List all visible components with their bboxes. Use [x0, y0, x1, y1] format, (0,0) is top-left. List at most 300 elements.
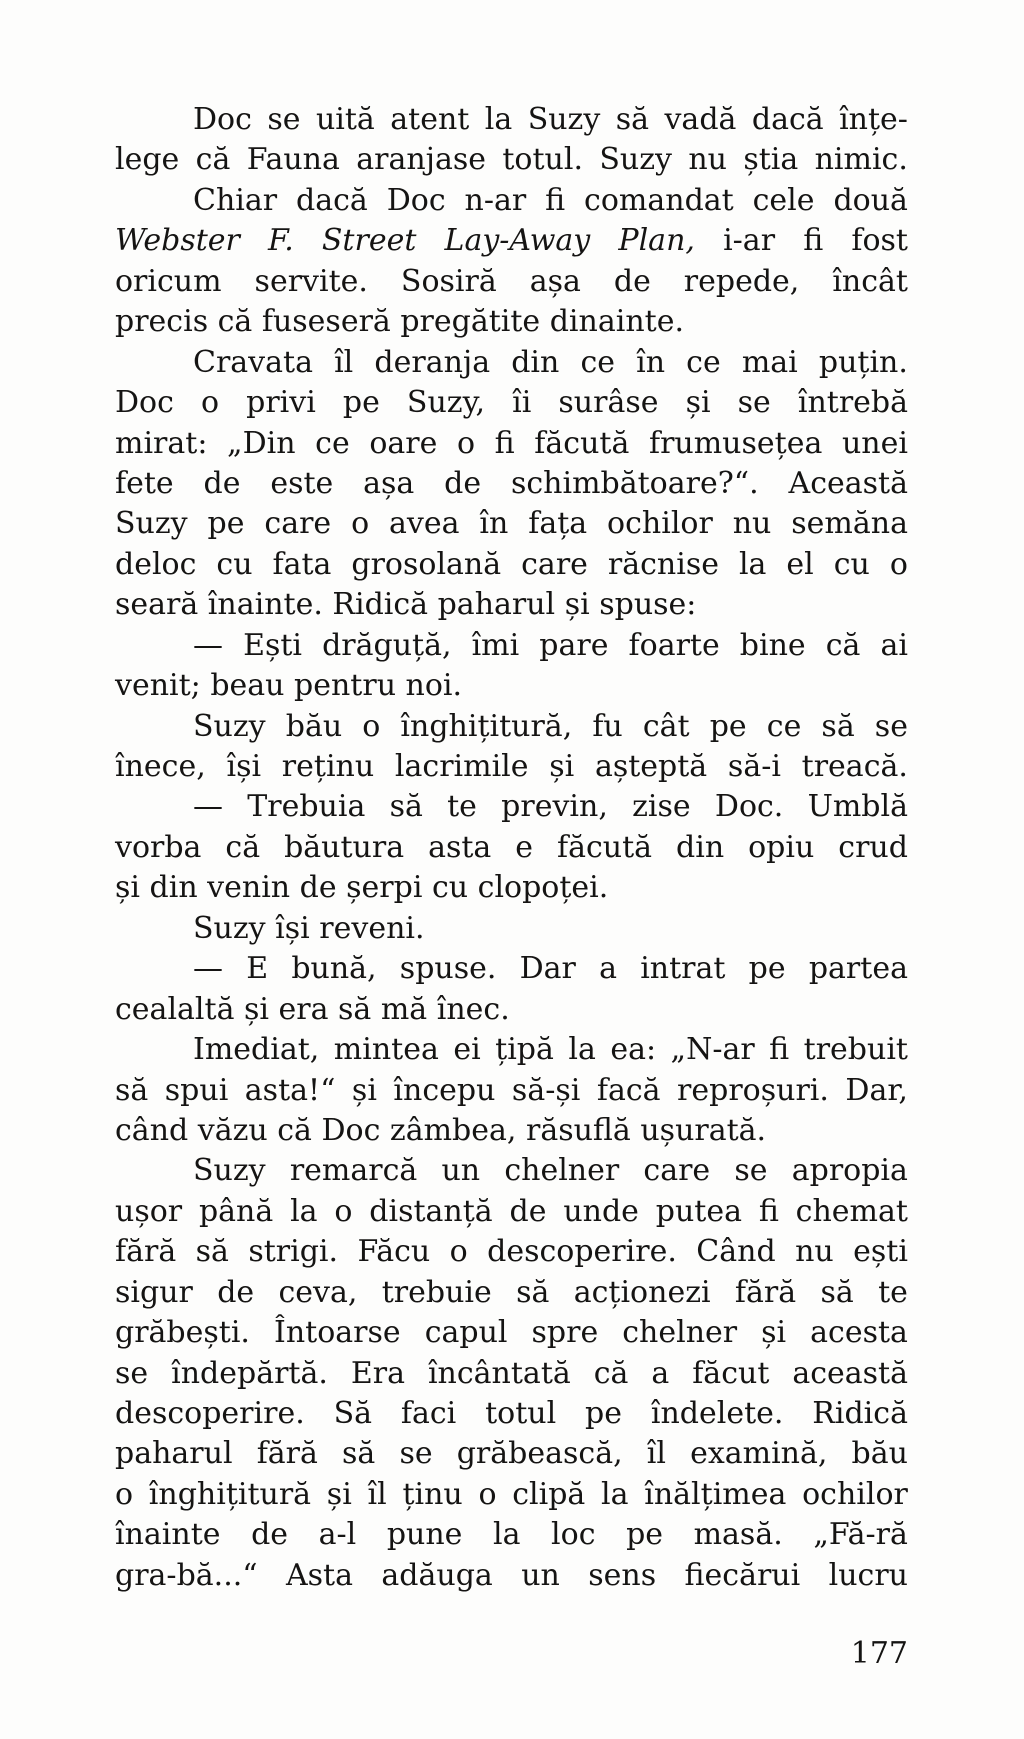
word: reproșuri.	[677, 1072, 829, 1108]
word: trebuie	[381, 1274, 492, 1310]
word: bine	[739, 627, 806, 663]
word: fără	[115, 1234, 177, 1270]
word: uită	[315, 102, 375, 137]
word: dacă	[751, 102, 824, 137]
word: chelner	[622, 1315, 738, 1351]
text-line	[115, 1232, 908, 1272]
word: Chiar	[193, 182, 278, 218]
word: drăguță,	[322, 627, 452, 663]
word: ochilor	[607, 506, 713, 542]
text-line	[115, 464, 908, 504]
word: înțe-	[839, 102, 908, 137]
word: fi	[803, 223, 824, 259]
word: că	[593, 1355, 629, 1391]
word: opiu	[748, 829, 815, 865]
word: clipă	[512, 1476, 586, 1512]
word: loc	[551, 1517, 596, 1553]
word: ai	[880, 627, 908, 663]
word: nu	[688, 142, 727, 178]
word: o	[115, 1476, 134, 1512]
word: o	[351, 506, 370, 542]
word: spuse.	[399, 951, 497, 987]
text-line	[115, 140, 908, 180]
word: se	[737, 385, 771, 421]
word: pe	[342, 385, 380, 421]
word: a-l	[318, 1517, 357, 1553]
word: Făcu	[357, 1234, 431, 1270]
word: gra-bă...“	[115, 1557, 258, 1593]
word: se	[115, 1355, 149, 1391]
word: Ești	[243, 627, 303, 663]
word: cât	[642, 708, 690, 744]
word: să	[115, 1072, 149, 1108]
word: Suzy	[193, 1153, 266, 1189]
word: spre	[531, 1315, 599, 1351]
text-line	[115, 302, 908, 342]
text-segment: și din venin de șerpi cu clopoței.	[115, 870, 609, 906]
word: Era	[350, 1355, 405, 1391]
text-segment: precis că fuseseră pregătite dinainte.	[115, 304, 684, 340]
word: Când	[696, 1234, 776, 1270]
word: spui	[164, 1072, 229, 1108]
word: bună,	[291, 951, 377, 987]
word: vorba	[115, 829, 202, 865]
word: de	[251, 1517, 289, 1553]
word: care	[521, 546, 588, 582]
word: până	[198, 1193, 274, 1229]
word: o	[362, 708, 381, 744]
word: se	[267, 102, 301, 137]
word: bău	[285, 708, 343, 744]
word: pune	[386, 1517, 463, 1553]
word: examină,	[690, 1436, 828, 1472]
word: mai	[741, 344, 798, 380]
word: fata	[272, 546, 332, 582]
word: Suzy	[527, 102, 601, 137]
word: nu	[732, 506, 772, 542]
word: putea	[655, 1193, 742, 1229]
text-line	[115, 1313, 908, 1353]
word: și	[549, 749, 575, 784]
word: reținu	[281, 749, 375, 784]
word: Această	[788, 465, 908, 501]
text-line	[115, 787, 908, 827]
word: vadă	[664, 102, 737, 137]
word: ochilor	[802, 1476, 908, 1512]
word: paharul	[115, 1436, 233, 1472]
word: unde	[563, 1193, 639, 1229]
word: oricum	[115, 263, 222, 299]
word: comandat	[584, 182, 734, 218]
word: cu	[833, 546, 870, 582]
word: și	[326, 1476, 352, 1512]
word: din	[676, 829, 725, 865]
word: —	[193, 951, 223, 987]
word: să	[820, 1274, 854, 1310]
word: „Din	[227, 425, 296, 461]
word: țipă	[495, 1032, 554, 1068]
word: foarte	[628, 627, 720, 663]
word: „N-ar	[670, 1032, 755, 1068]
word: că	[225, 829, 261, 865]
word: la	[738, 546, 767, 582]
word: Suzy	[115, 506, 188, 542]
word: înghițitură	[148, 1476, 312, 1512]
text-line	[115, 545, 908, 585]
word: servite.	[254, 263, 368, 299]
word: fiecărui	[684, 1557, 801, 1593]
word: care	[264, 506, 332, 542]
word: semăna	[791, 506, 908, 542]
word: te	[878, 1274, 908, 1310]
word: îl	[367, 1476, 387, 1512]
text-line	[115, 221, 908, 261]
word: e	[515, 829, 534, 865]
word: bău	[851, 1436, 908, 1472]
word: Fauna	[246, 142, 340, 178]
word: unei	[841, 425, 908, 461]
word: îndelete.	[650, 1396, 784, 1431]
word: a	[651, 1355, 670, 1391]
word: nu	[795, 1234, 834, 1270]
text-line	[115, 909, 908, 949]
word: sigur	[115, 1274, 193, 1310]
word: ea:	[610, 1032, 657, 1068]
word: —	[193, 789, 223, 825]
word: fete	[115, 465, 174, 501]
word: schimbătoare?“.	[510, 465, 759, 501]
text-line	[115, 1151, 908, 1191]
word: în	[636, 344, 666, 380]
word: la	[568, 1032, 596, 1068]
word: înece,	[115, 749, 206, 784]
word: apropia	[791, 1153, 908, 1189]
text-line	[115, 343, 908, 383]
word: începu	[393, 1072, 496, 1108]
word: a	[599, 951, 617, 987]
word: din	[511, 344, 560, 380]
word: strigi.	[248, 1234, 339, 1270]
word: așa	[363, 465, 415, 501]
word: de	[613, 263, 651, 299]
word-italic: Lay-Away	[444, 223, 591, 259]
word: această	[792, 1355, 908, 1391]
word: Umblă	[807, 789, 908, 825]
word: i-ar	[723, 223, 776, 259]
word: sens	[588, 1557, 657, 1593]
word: lege	[115, 142, 180, 178]
word: se	[734, 1153, 768, 1189]
word: ei	[453, 1032, 481, 1068]
page-number: 177	[850, 1636, 908, 1671]
word: asta	[428, 829, 492, 865]
word: și	[685, 385, 711, 421]
word: să-și	[511, 1072, 581, 1108]
word: care	[643, 1153, 711, 1189]
word: înghițitură,	[400, 708, 573, 744]
word: fi	[494, 425, 515, 461]
text-line	[115, 585, 908, 625]
word: o	[449, 1234, 468, 1270]
word: masă.	[693, 1517, 783, 1553]
word-italic: Plan,	[618, 223, 695, 259]
word: este	[270, 465, 334, 501]
word: o	[200, 385, 220, 421]
text-segment: Suzy își reveni.	[193, 910, 425, 946]
word: Dar,	[845, 1072, 908, 1108]
word: că	[195, 142, 231, 178]
word: ce	[315, 425, 350, 461]
word: intrat	[640, 951, 726, 987]
word: Suzy	[193, 708, 266, 744]
word: fără	[734, 1274, 797, 1310]
word: Dar	[519, 951, 576, 987]
word: pe	[585, 1396, 623, 1431]
word: încântată	[427, 1355, 571, 1391]
word: fi	[758, 1193, 779, 1229]
text-segment: venit; beau pentru noi.	[115, 668, 463, 704]
word: Suzy	[599, 142, 672, 178]
word: încât	[832, 263, 908, 299]
text-line	[115, 828, 908, 868]
word: puțin.	[818, 344, 908, 380]
text-line	[115, 949, 908, 989]
word: mintea	[333, 1032, 439, 1068]
word: fi	[545, 182, 566, 218]
word: remarcă	[289, 1153, 418, 1189]
text-line	[115, 1030, 908, 1070]
word: ușor	[115, 1193, 183, 1229]
word: surâse	[558, 385, 659, 421]
word: fără	[256, 1436, 318, 1472]
word: știa	[743, 142, 799, 178]
text-line	[115, 1071, 908, 1111]
word: deloc	[115, 546, 197, 582]
word: se	[399, 1436, 433, 1472]
word: îl	[646, 1436, 666, 1472]
word: să	[342, 1436, 376, 1472]
word: și	[351, 1072, 377, 1108]
text-line	[115, 868, 908, 908]
word: îndepărtă.	[171, 1355, 328, 1391]
word: lucru	[828, 1557, 908, 1593]
word: de	[217, 1274, 255, 1310]
word-italic: F.	[268, 223, 294, 259]
text-segment: seară înainte. Ridică paharul și spuse:	[115, 587, 697, 623]
word: Imediat,	[193, 1032, 320, 1068]
word: de	[203, 465, 241, 501]
word: trebuit	[803, 1032, 908, 1068]
word: „Fă-ră	[813, 1517, 908, 1553]
word: fața	[528, 506, 588, 542]
word: distanță	[369, 1193, 493, 1229]
word: cele	[752, 182, 815, 218]
word: pe	[748, 951, 786, 987]
word: un	[521, 1557, 560, 1593]
word: să	[821, 708, 855, 744]
word: descoperire.	[115, 1396, 305, 1431]
word: băutura	[284, 829, 405, 865]
word: acesta	[810, 1315, 908, 1351]
word-italic: Street	[321, 223, 417, 259]
word: ce	[580, 344, 615, 380]
word: capul	[424, 1315, 508, 1351]
page-text	[115, 100, 908, 1596]
word: grăbești.	[115, 1315, 250, 1351]
word: Sosiră	[400, 263, 497, 299]
word: acționezi	[573, 1274, 711, 1310]
text-line	[115, 1556, 908, 1596]
text-line	[115, 1354, 908, 1394]
word: Doc	[115, 385, 174, 421]
word: asta!“	[244, 1072, 336, 1108]
text-line	[115, 990, 908, 1030]
word: Întoarse	[274, 1315, 401, 1351]
word: îl	[334, 344, 354, 380]
word: să	[195, 1234, 229, 1270]
word: îmi	[471, 627, 520, 663]
word: Doc	[193, 102, 252, 137]
word: pare	[539, 627, 609, 663]
word: pe	[709, 708, 747, 744]
word: repede,	[683, 263, 800, 299]
text-line	[115, 666, 908, 706]
word: două	[833, 182, 908, 218]
word: facă	[596, 1072, 661, 1108]
word: privi	[246, 385, 316, 421]
word: la	[492, 1517, 521, 1553]
word: Să	[333, 1396, 373, 1431]
word: ținu	[402, 1476, 463, 1512]
text-line	[115, 504, 908, 544]
word: răcnise	[607, 546, 719, 582]
word: ești	[853, 1234, 908, 1270]
word: grăbească,	[456, 1436, 623, 1472]
word: și	[761, 1315, 787, 1351]
text-line	[115, 1475, 908, 1515]
word: întrebă	[797, 385, 908, 421]
text-line	[115, 424, 908, 464]
word: la	[601, 1476, 629, 1512]
text-line	[115, 1394, 908, 1434]
text-line	[115, 383, 908, 423]
word: că	[825, 627, 861, 663]
word: o	[478, 1476, 497, 1512]
word: mirat:	[115, 425, 208, 461]
word: făcută	[557, 829, 653, 865]
word: partea	[808, 951, 908, 987]
word: lacrimile	[394, 749, 529, 784]
word: aranjase	[356, 142, 487, 178]
word: așa	[529, 263, 581, 299]
word: dacă	[296, 182, 368, 218]
word: totul.	[502, 142, 583, 178]
word: ce	[766, 708, 802, 744]
word: chelner	[504, 1153, 620, 1189]
word: să	[516, 1274, 550, 1310]
text-segment: cealaltă și era să mă înec.	[115, 991, 510, 1027]
text-line	[115, 100, 908, 140]
word: cu	[216, 546, 253, 582]
word: de	[444, 465, 482, 501]
word: să	[615, 102, 650, 137]
word: în	[479, 506, 509, 542]
word: la	[484, 102, 513, 137]
text-line	[115, 1111, 908, 1151]
word: Trebuia	[247, 789, 366, 825]
word: Asta	[286, 1557, 354, 1593]
word: totul	[485, 1396, 557, 1431]
word: crud	[838, 829, 908, 865]
text-line	[115, 262, 908, 302]
word: ceva,	[278, 1274, 358, 1310]
word: ce	[686, 344, 721, 380]
text-line	[115, 1515, 908, 1555]
word: îi	[512, 385, 532, 421]
word: E	[246, 951, 269, 987]
word: la	[290, 1193, 318, 1229]
text-line	[115, 1273, 908, 1313]
word: oare	[369, 425, 438, 461]
word: o	[334, 1193, 353, 1229]
word: adăuga	[381, 1557, 493, 1593]
word: pe	[626, 1517, 664, 1553]
word: zise	[632, 789, 691, 825]
word: de	[509, 1193, 547, 1229]
word: Ridică	[812, 1396, 908, 1431]
text-segment: când văzu că Doc zâmbea, răsuflă ușurată.	[115, 1112, 767, 1148]
word: făcut	[692, 1355, 770, 1391]
text-line	[115, 626, 908, 666]
word: înălțimea	[644, 1476, 787, 1512]
word: te	[447, 789, 477, 825]
word: Cravata	[193, 344, 313, 380]
word: n-ar	[464, 182, 527, 218]
word: făcută	[534, 425, 630, 461]
word: fost	[851, 223, 908, 259]
word: se	[874, 708, 908, 744]
word: fi	[769, 1032, 790, 1068]
word: o	[457, 425, 476, 461]
word: să-i	[727, 749, 781, 784]
word: —	[193, 627, 223, 663]
word: el	[786, 546, 814, 582]
text-line	[115, 747, 908, 787]
word: înainte	[115, 1517, 221, 1553]
word: deranja	[374, 344, 491, 380]
word: chemat	[795, 1193, 908, 1229]
word: descoperire.	[487, 1234, 677, 1270]
word: treacă.	[801, 749, 908, 784]
word: frumusețea	[648, 425, 823, 461]
word: fu	[592, 708, 623, 744]
word: faci	[400, 1396, 457, 1431]
word: atent	[390, 102, 470, 137]
word: Doc	[386, 182, 446, 218]
word: să	[389, 789, 423, 825]
text-line	[115, 181, 908, 221]
word: Suzy,	[406, 385, 486, 421]
text-line	[115, 1192, 908, 1232]
word: grosolană	[351, 546, 502, 582]
word: un	[441, 1153, 481, 1189]
text-line	[115, 707, 908, 747]
word: își	[226, 749, 262, 784]
word: așteptă	[594, 749, 708, 784]
text-line	[115, 1434, 908, 1474]
word: pe	[207, 506, 245, 542]
word-italic: Webster	[115, 223, 240, 259]
